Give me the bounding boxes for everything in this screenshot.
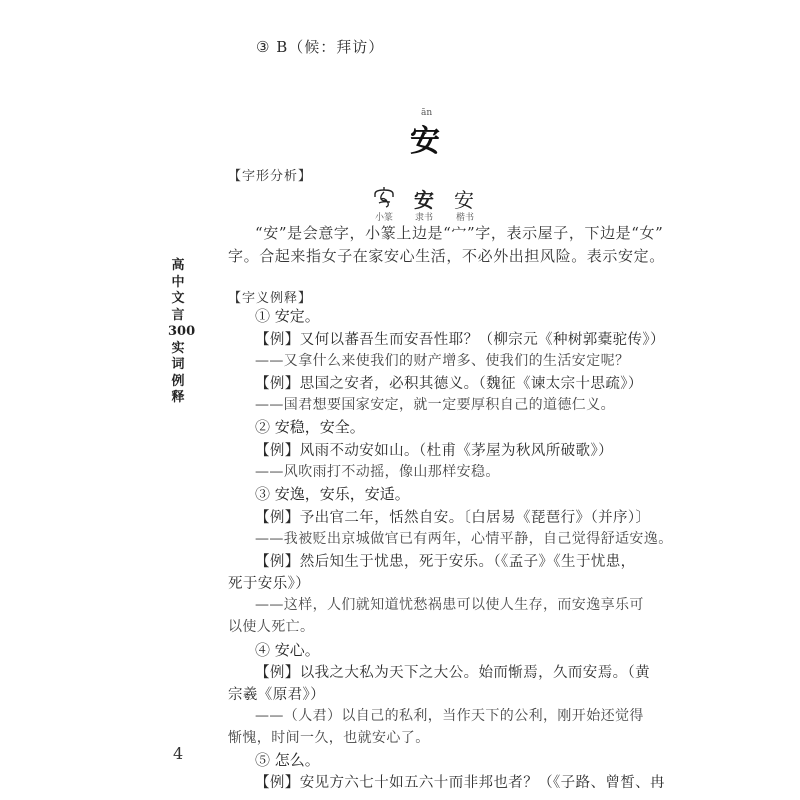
example-line: 【例】然后知生于忧患，死于安乐。（《孟子》《生于忧患， xyxy=(255,554,636,570)
translation-line: ——国君想要国家安定，就一定要厚积自己的道德仁义。 xyxy=(255,397,615,413)
book-side-title: 高中文言300实词例释 xyxy=(168,258,196,405)
section-form-analysis: 【字形分析】 xyxy=(228,169,313,184)
analysis-line: 字。合起来指女子在家安心生活，不必外出担风险。表示安定。 xyxy=(228,247,665,265)
sense-heading: ③ 安逸，安乐，安适。 xyxy=(255,485,410,503)
xiaozhuan-label: 小篆 xyxy=(375,213,394,223)
previous-entry-line: ③ B（候：拜访） xyxy=(256,38,385,56)
example-line: 【例】以我之大私为天下之大公。始而惭焉，久而安焉。（黄 xyxy=(255,665,651,681)
entry-pinyin: ān xyxy=(421,108,433,118)
lishu-glyph: 安 xyxy=(414,188,434,212)
xiaozhuan-seal-glyph xyxy=(372,186,396,208)
translation-line: ——风吹雨打不动摇，像山那样安稳。 xyxy=(255,464,500,480)
translation-line: ——又拿什么来使我们的财产增多、使我们的生活安定呢？ xyxy=(255,353,630,369)
example-line: 宗羲《原君》） xyxy=(228,687,326,703)
example-line: 【例】安见方六七十如五六十而非邦也者？（《子路、曾皙、冉 xyxy=(255,775,665,791)
example-line: 【例】又何以蕃吾生而安吾性耶？（柳宗元《种树郭橐驼传》） xyxy=(255,332,665,348)
lishu-label: 隶书 xyxy=(415,213,434,223)
example-line: 死于安乐》） xyxy=(228,576,311,592)
translation-line: 惭愧，时间一久，也就安心了。 xyxy=(228,730,430,746)
example-line: 【例】予出官二年，恬然自安。〔白居易《琵琶行》（并序）〕 xyxy=(255,510,651,526)
entry-headword: 安 xyxy=(410,124,440,159)
section-meaning-examples: 【字义例释】 xyxy=(228,291,313,306)
sense-heading: ④ 安心。 xyxy=(255,641,320,659)
example-line: 【例】风雨不动安如山。（杜甫《茅屋为秋风所破歌》） xyxy=(255,443,613,459)
kaishu-label: 楷书 xyxy=(456,213,475,223)
sense-heading: ⑤ 怎么。 xyxy=(255,751,320,769)
analysis-line: “安”是会意字，小篆上边是“宀”字，表示屋子，下边是“女” xyxy=(255,224,664,242)
translation-line: ——我被贬出京城做官已有两年，心情平静，自己觉得舒适安逸。 xyxy=(255,531,673,547)
sense-heading: ① 安定。 xyxy=(255,307,320,325)
example-line: 【例】思国之安者，必积其德义。（魏征《谏太宗十思疏》） xyxy=(255,376,643,392)
translation-line: 以使人死亡。 xyxy=(228,619,315,635)
kaishu-glyph: 安 xyxy=(454,188,474,212)
translation-line: ——这样，人们就知道忧愁祸患可以使人生存，而安逸享乐可 xyxy=(255,597,644,613)
page-number: 4 xyxy=(173,744,184,763)
sense-heading: ② 安稳，安全。 xyxy=(255,418,365,436)
translation-line: ——（人君）以自己的私利，当作天下的公利，刚开始还觉得 xyxy=(255,708,644,724)
